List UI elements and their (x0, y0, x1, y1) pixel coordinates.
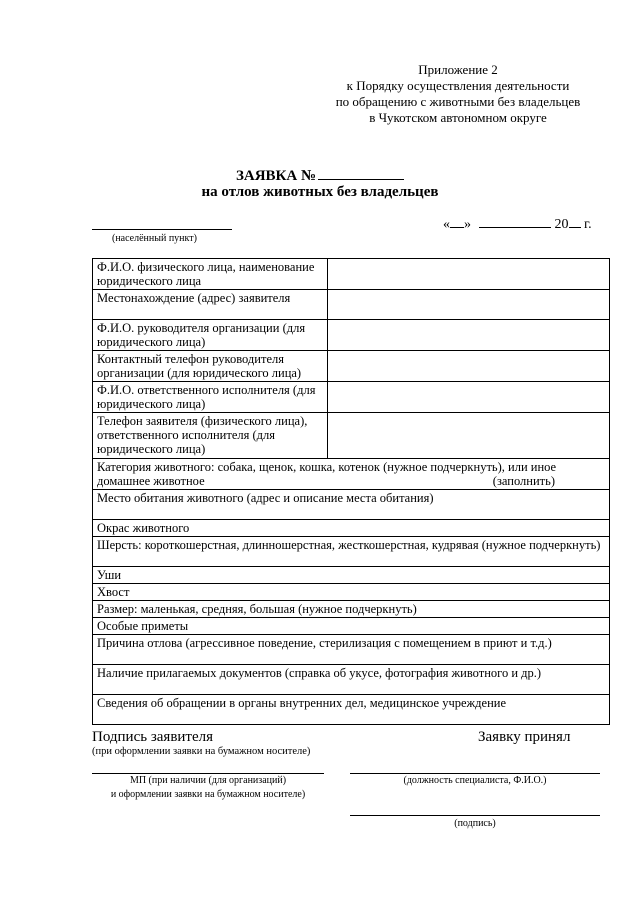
police-cell[interactable]: Сведения об обращении в органы внутренних дел, медицинское учреждение (93, 695, 610, 725)
row-label: Ф.И.О. руководителя организации (для юридического лица) (93, 320, 328, 351)
category-cell[interactable] (93, 459, 610, 490)
table-row (93, 567, 610, 584)
stamp-caption-line: МП (при наличии (для организаций) (129, 775, 287, 786)
documents-cell[interactable]: Наличие прилагаемых документов (справка об укусе, фотография животного и др.) (93, 665, 610, 695)
appendix-line: по обращению с животными без владельцев (335, 94, 581, 109)
applicant-signature-label: Подпись заявителя (92, 729, 214, 745)
table-row (93, 584, 610, 601)
day-blank[interactable] (450, 215, 464, 228)
appendix-header (328, 62, 588, 126)
month-blank[interactable] (479, 215, 551, 228)
stamp-caption-line: и оформлении заявки на бумажном носителе) (110, 789, 306, 800)
accepted-label: Заявку принял (478, 729, 571, 745)
row-value-cell[interactable] (328, 320, 610, 351)
row-label: Местонахождение (адрес) заявителя (93, 290, 328, 320)
category-line-2: домашнее животное (97, 474, 205, 488)
ears-cell[interactable]: Уши (93, 567, 610, 584)
application-form-table (92, 258, 610, 725)
marks-cell[interactable]: Особые приметы (93, 618, 610, 635)
row-value-cell[interactable] (328, 382, 610, 413)
table-row (93, 665, 610, 695)
fur-cell[interactable]: Шерсть: короткошерстная, длинношерстная, жесткошерстная, кудрявая (нужное подчеркнуть) (93, 537, 610, 567)
table-row (93, 635, 610, 665)
signature-caption: (подпись) (454, 818, 496, 829)
row-value-cell[interactable] (328, 351, 610, 382)
title-sub: на отлов животных без владельцев (201, 184, 439, 200)
reason-cell[interactable]: Причина отлова (агрессивное поведение, стерилизация с помещением в приют и т.д.) (93, 635, 610, 665)
year-blank[interactable] (569, 215, 581, 228)
table-row (93, 618, 610, 635)
table-row (93, 320, 610, 351)
appendix-line: в Чукотском автономном округе (369, 110, 547, 125)
table-row (93, 351, 610, 382)
stamp-caption (92, 774, 324, 802)
table-row (93, 537, 610, 567)
row-value-cell[interactable] (328, 413, 610, 459)
table-row (93, 490, 610, 520)
locality-field-line[interactable] (92, 229, 232, 230)
row-value-cell[interactable] (328, 259, 610, 290)
year-suffix: г. (584, 217, 592, 232)
table-row (93, 695, 610, 725)
table-row (93, 459, 610, 490)
locality-caption: (населённый пункт) (112, 233, 197, 244)
document-title (0, 166, 640, 200)
row-label: Телефон заявителя (физического лица), ответственного исполнителя (для юридического лица) (93, 413, 328, 459)
applicant-signature-caption: (при оформлении заявки на бумажном носителе) (92, 746, 311, 757)
color-cell[interactable]: Окрас животного (93, 520, 610, 537)
table-row (93, 413, 610, 459)
table-row (93, 382, 610, 413)
date-open-quote: « (443, 217, 450, 232)
category-fill-caption: (заполнить) (492, 474, 555, 488)
table-row (93, 259, 610, 290)
table-row (93, 520, 610, 537)
year-prefix: 20 (554, 217, 569, 232)
row-label: Контактный телефон руководителя организации (для юридического лица) (93, 351, 328, 382)
category-line-1: Категория животного: собака, щенок, кошка, котенок (нужное подчеркнуть), или иное (97, 460, 557, 474)
size-cell[interactable]: Размер: маленькая, средняя, большая (нужное подчеркнуть) (93, 601, 610, 618)
specialist-signature-line[interactable] (350, 815, 600, 816)
row-label: Ф.И.О. ответственного исполнителя (для юридического лица) (93, 382, 328, 413)
row-value-cell[interactable] (328, 290, 610, 320)
appendix-line: к Порядку осуществления деятельности (346, 78, 570, 93)
tail-cell[interactable]: Хвост (93, 584, 610, 601)
position-caption: (должность специалиста, Ф.И.О.) (403, 775, 547, 786)
title-main: ЗАЯВКА № (235, 168, 317, 184)
application-number-blank[interactable] (318, 166, 404, 180)
row-label: Ф.И.О. физического лица, наименование юридического лица (93, 259, 328, 290)
appendix-line: Приложение 2 (418, 62, 498, 77)
habitat-cell[interactable]: Место обитания животного (адрес и описание места обитания) (93, 490, 610, 520)
date-field (443, 215, 592, 233)
date-close-quote: » (464, 217, 471, 232)
table-row (93, 601, 610, 618)
table-row (93, 290, 610, 320)
